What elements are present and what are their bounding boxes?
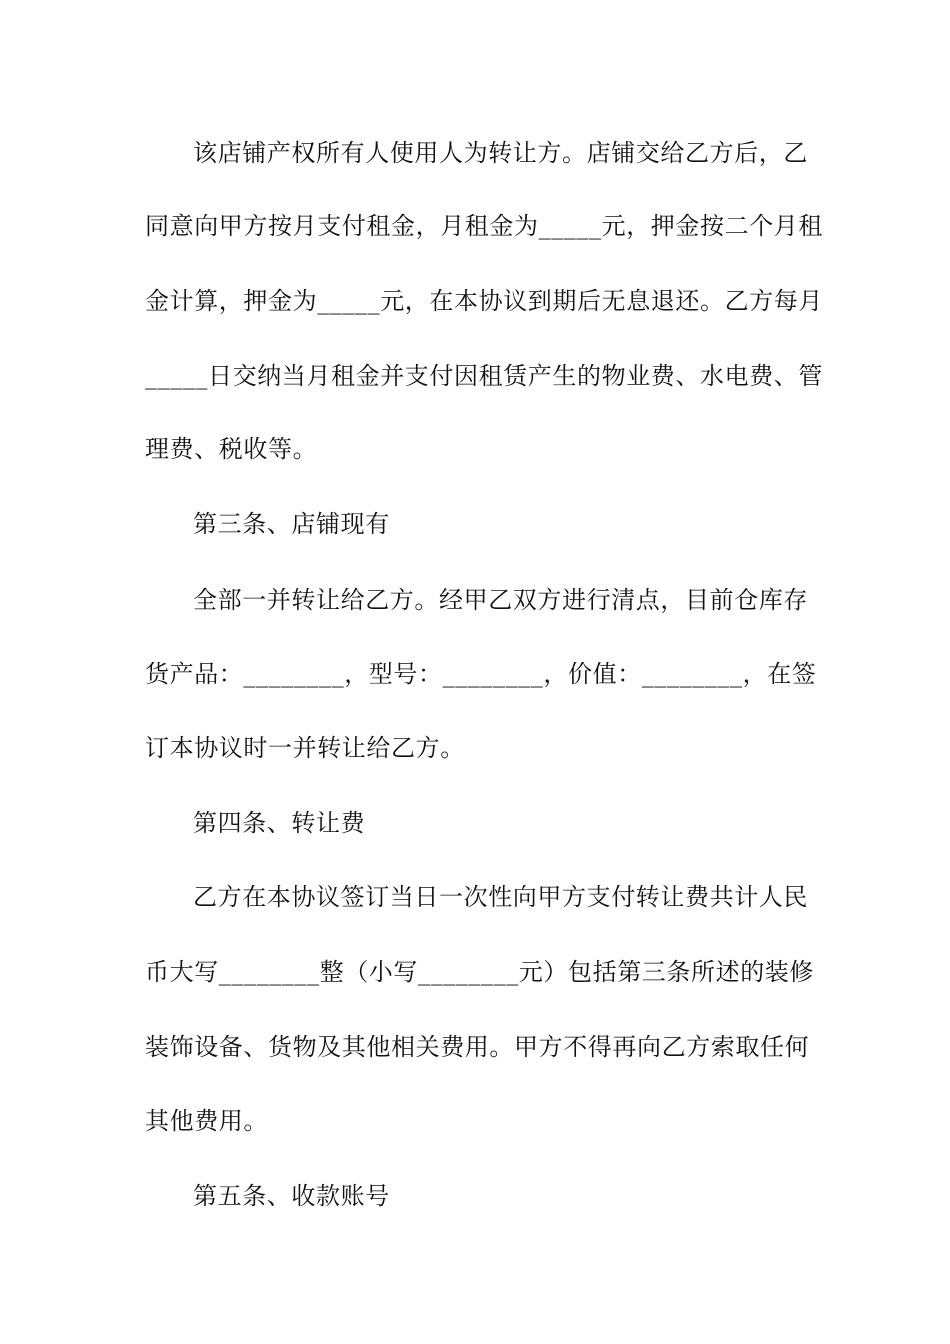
paragraph-line: 其他费用。 bbox=[145, 1107, 268, 1135]
section-heading-3: 第三条、店铺现有 bbox=[193, 510, 390, 538]
paragraph-line: 全部一并转让给乙方。经甲乙双方进行清点，目前仓库存 bbox=[193, 586, 808, 614]
paragraph-line: 货产品：________，型号：________，价值：________，在签 bbox=[145, 660, 817, 688]
paragraph-line: _____日交纳当月租金并支付因租赁产生的物业费、水电费、管 bbox=[145, 362, 823, 390]
paragraph-line: 币大写________整（小写________元）包括第三条所述的装修 bbox=[145, 958, 814, 986]
paragraph-line: 订本协议时一并转让给乙方。 bbox=[145, 734, 465, 762]
paragraph-line: 该店铺产权所有人使用人为转让方。店铺交给乙方后，乙 bbox=[193, 139, 808, 167]
section-heading-5: 第五条、收款账号 bbox=[193, 1182, 390, 1210]
paragraph-line: 装饰设备、货物及其他相关费用。甲方不得再向乙方索取任何 bbox=[145, 1033, 810, 1061]
paragraph-line: 同意向甲方按月支付租金，月租金为_____元，押金按二个月租 bbox=[145, 212, 823, 240]
paragraph-line: 金计算，押金为_____元，在本协议到期后无息退还。乙方每月 bbox=[145, 287, 823, 315]
section-heading-4: 第四条、转让费 bbox=[193, 809, 366, 837]
paragraph-line: 乙方在本协议签订当日一次性向甲方支付转让费共计人民 bbox=[193, 883, 808, 911]
paragraph-line: 理费、税收等。 bbox=[145, 435, 318, 463]
